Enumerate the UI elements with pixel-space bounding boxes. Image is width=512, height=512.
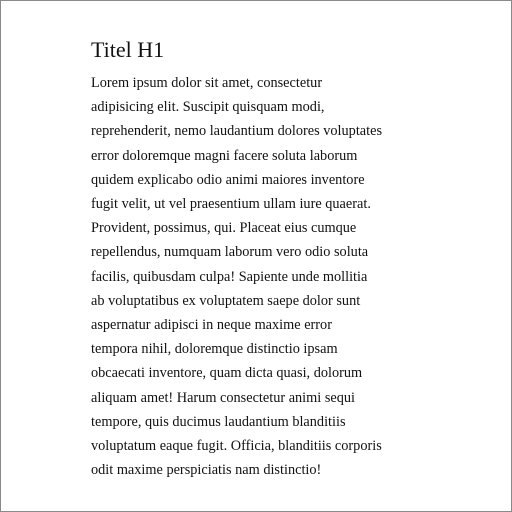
- paragraph-line: Lorem ipsum dolor sit amet, consectetur: [91, 75, 323, 91]
- paragraph-line: facilis, quibusdam culpa! Sapiente unde mollitia: [91, 268, 368, 285]
- page-title: Titel H1: [91, 37, 165, 62]
- paragraph-line: aspernatur adipisci in neque maxime error: [91, 317, 332, 334]
- paragraph-line: odit maxime perspiciatis nam distinctio!: [91, 462, 322, 479]
- paragraph-line: tempora nihil, doloremque distinctio ipsam: [91, 341, 338, 358]
- paragraph-line: Provident, possimus, qui. Placeat eius cumque: [91, 220, 357, 237]
- paragraph-line: error doloremque magni facere soluta laborum: [91, 147, 358, 164]
- paragraph-line: fugit velit, ut vel praesentium ullam iure quaerat.: [91, 196, 371, 213]
- document-content: [91, 35, 431, 482]
- paragraph-line: tempore, quis ducimus laudantium blanditiis: [91, 413, 346, 430]
- paragraph-line: obcaecati inventore, quam dicta quasi, dolorum: [91, 365, 363, 382]
- paragraph-line: aliquam amet! Harum consectetur animi sequi: [91, 389, 356, 406]
- paragraph-line: repellendus, numquam laborum vero odio soluta: [91, 244, 369, 261]
- paragraph-line: voluptatum eaque fugit. Officia, blanditiis corporis: [91, 438, 382, 455]
- paragraph-line: ab voluptatibus ex voluptatem saepe dolor sunt: [91, 292, 361, 309]
- paragraph-line: adipisicing elit. Suscipit quisquam modi,: [91, 99, 325, 116]
- paragraph-line: quidem explicabo odio animi maiores inventore: [91, 171, 365, 188]
- paragraph-line: reprehenderit, nemo laudantium dolores voluptates: [91, 123, 383, 140]
- body-paragraph: [91, 71, 431, 482]
